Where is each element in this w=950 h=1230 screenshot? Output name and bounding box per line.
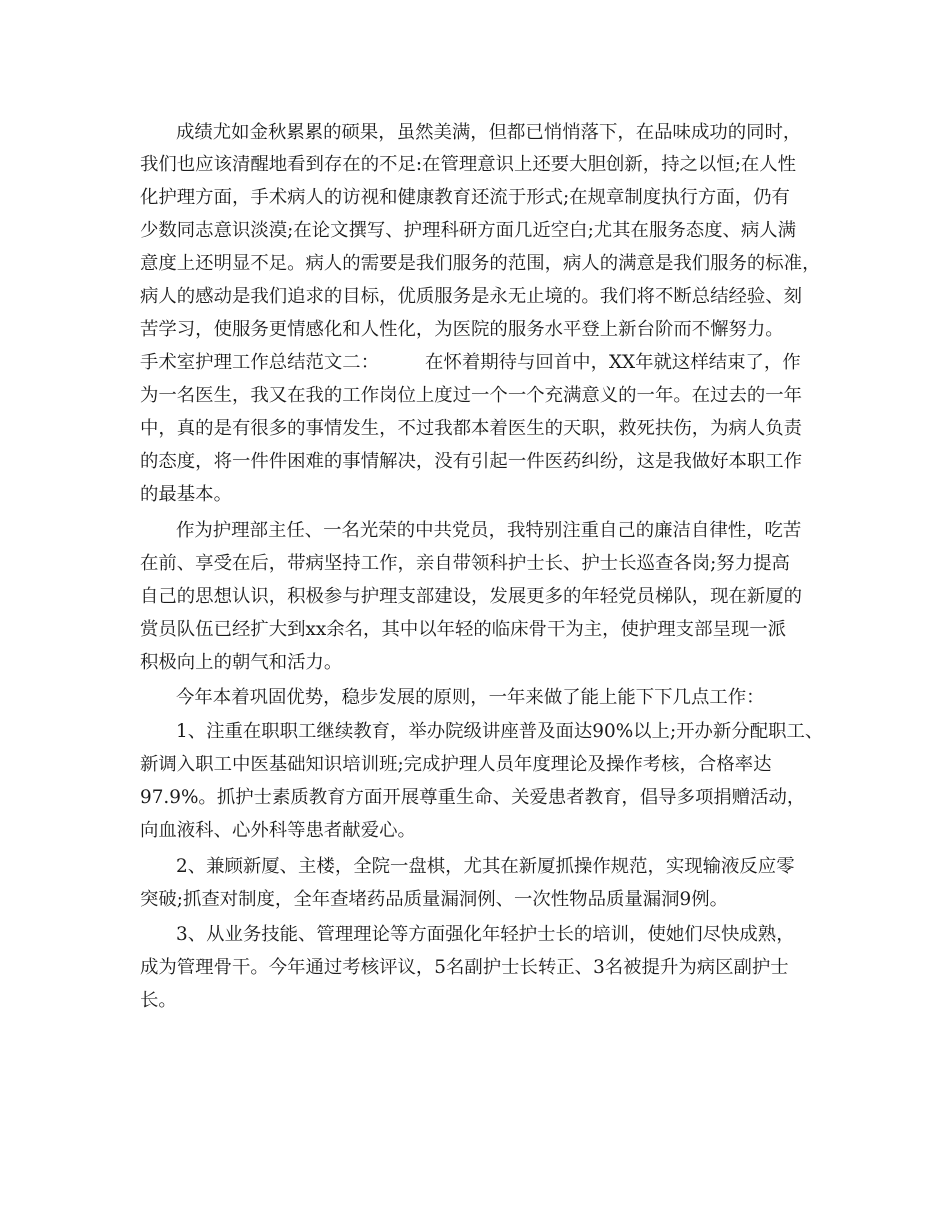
text-line: 向血液科、心外科等患者献爱心。 [140,820,416,841]
text-line: 积极向上的朝气和活力。 [140,652,343,673]
text-line: 化护理方面，手术病人的访视和健康教育还流于形式;在规章制度执行方面，仍有 [140,187,790,208]
text-line: 为一名医生，我又在我的工作岗位上度过一个一个充满意义的一年。在过去的一年 [140,385,803,406]
text-line: 我们也应该清醒地看到存在的不足:在管理意识上还要大胆创新，持之以恒;在人性 [140,154,797,175]
text-line: 今年本着巩固优势，稳步发展的原则，一年来做了能上能下下几点工作： [176,687,765,708]
text-line: 成为管理骨干。今年通过考核评议，5名副护士长转正、3名被提升为病区副护士 [140,957,789,978]
text-line: 中，真的是有很多的事情发生，不过我都本着医生的天职，救死扶伤，为病人负责 [140,418,803,439]
text-line: 作为护理部主任、一名光荣的中共党员，我特别注重自己的廉洁自律性，吃苦 [176,520,802,541]
text-line: 突破;抓查对制度，全年查堵药品质量漏洞例、一次性物品质量漏洞9例。 [140,889,729,910]
text-line: 苦学习，使服务更情感化和人性化，为医院的服务水平登上新台阶而不懈努力。 [140,319,784,340]
text-line: 赏员队伍已经扩大到xx余名，其中以年轻的临床骨干为主，使护理支部呈现一派 [140,619,787,640]
text-line: 在前、享受在后，带病坚持工作，亲自带领科护士长、护士长巡查各岗;努力提高 [140,553,790,574]
text-line: 2、兼顾新厦、主楼，全院一盘棋，尤其在新厦抓操作规范，实现输液反应零 [176,856,795,877]
section-heading-line: 手术室护理工作总结范文二： 在怀着期待与回首中，XX年就这样结束了，作 [140,352,801,373]
text-line: 少数同志意识淡漠;在论文撰写、护理科研方面几近空白;尤其在服务态度、病人满 [140,220,797,241]
text-line: 3、从业务技能、管理理论等方面强化年轻护士长的培训，使她们尽快成熟， [176,924,795,945]
text-line: 1、注重在职职工继续教育，举办院级讲座普及面达90%以上;开办新分配职工、 [176,721,824,742]
text-line: 意度上还明显不足。病人的需要是我们服务的范围，病人的满意是我们服务的标准， [140,253,821,274]
text-line: 新调入职工中医基础知识培训班;完成护理人员年度理论及操作考核，合格率达 [140,754,772,775]
text-line: 长。 [140,990,177,1011]
text-line: 97.9%。抓护士素质教育方面开展尊重生命、关爱患者教育，倡导多项捐赠活动， [140,787,806,808]
text-line: 的态度，将一件件困难的事情解决，没有引起一件医药纠纷，这是我做好本职工作 [140,451,803,472]
text-line: 病人的感动是我们追求的目标，优质服务是永无止境的。我们将不断总结经验、刻 [140,286,803,307]
text-line: 自己的思想认识，积极参与护理支部建设，发展更多的年轻党员梯队，现在新厦的 [140,586,803,607]
text-line: 成绩尤如金秋累累的硕果，虽然美满，但都已悄悄落下，在品味成功的同时， [176,122,802,143]
text-line: 的最基本。 [140,484,232,505]
